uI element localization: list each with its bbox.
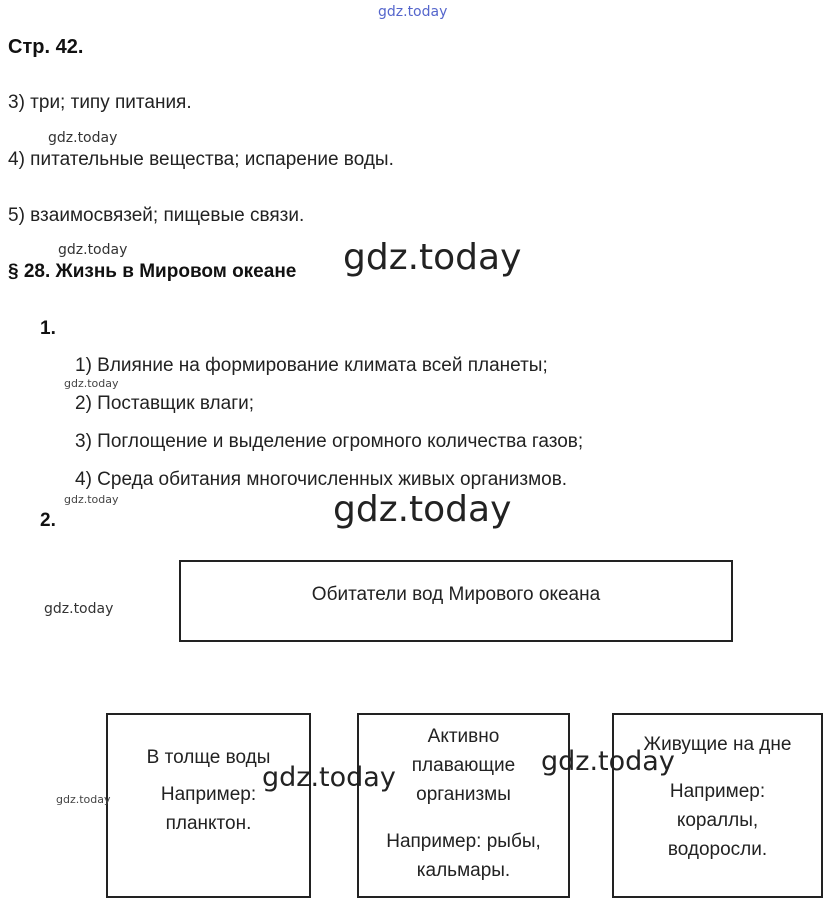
box-line: Например: рыбы, xyxy=(386,831,541,852)
box-line: кораллы, xyxy=(676,810,759,831)
box-line: планктон. xyxy=(165,813,252,834)
box-line: плавающие xyxy=(411,755,516,776)
watermark-large: gdz.today xyxy=(343,237,522,278)
box-line: организмы xyxy=(416,784,511,805)
box-line: В толще воды xyxy=(146,747,271,768)
watermark-large: gdz.today xyxy=(333,489,512,530)
diagram-box-bottom-dwellers xyxy=(612,713,823,898)
answer-line: 3) три; типу питания. xyxy=(8,92,192,113)
diagram-box-swimmers xyxy=(357,713,570,898)
box-line: Живущие на дне xyxy=(643,734,792,755)
diagram-top-label: Обитатели вод Мирового океана xyxy=(311,584,601,605)
watermark-top: gdz.today xyxy=(378,4,448,20)
watermark: gdz.today xyxy=(48,130,118,146)
section-title: § 28. Жизнь в Мировом океане xyxy=(8,261,297,282)
box-line: Например: xyxy=(160,784,257,805)
watermark: gdz.today xyxy=(44,601,114,617)
task1-item: 1) Влияние на формирование климата всей планеты; xyxy=(75,355,548,376)
diagram-box-water-column xyxy=(106,713,311,898)
box-line: кальмары. xyxy=(416,860,511,881)
watermark-medium: gdz.today xyxy=(262,762,396,793)
box-line: Активно xyxy=(427,726,500,747)
task-number: 2. xyxy=(40,510,56,531)
task1-item: 4) Среда обитания многочисленных живых организмов. xyxy=(75,469,568,490)
box-line: Например: xyxy=(669,781,766,802)
task-number: 1. xyxy=(40,318,56,339)
watermark: gdz.today xyxy=(58,242,128,258)
watermark: gdz.today xyxy=(56,793,111,806)
task1-item: 2) Поставщик влаги; xyxy=(75,393,255,414)
answer-line: 5) взаимосвязей; пищевые связи. xyxy=(8,205,305,226)
task1-item: 3) Поглощение и выделение огромного количества газов; xyxy=(75,431,584,452)
box-line: водоросли. xyxy=(667,839,768,860)
page-reference: Стр. 42. xyxy=(8,36,84,58)
answer-line: 4) питательные вещества; испарение воды. xyxy=(8,149,394,170)
diagram-top-box xyxy=(179,560,733,642)
watermark: gdz.today xyxy=(64,377,119,390)
watermark-medium: gdz.today xyxy=(541,746,675,777)
watermark: gdz.today xyxy=(64,493,119,506)
